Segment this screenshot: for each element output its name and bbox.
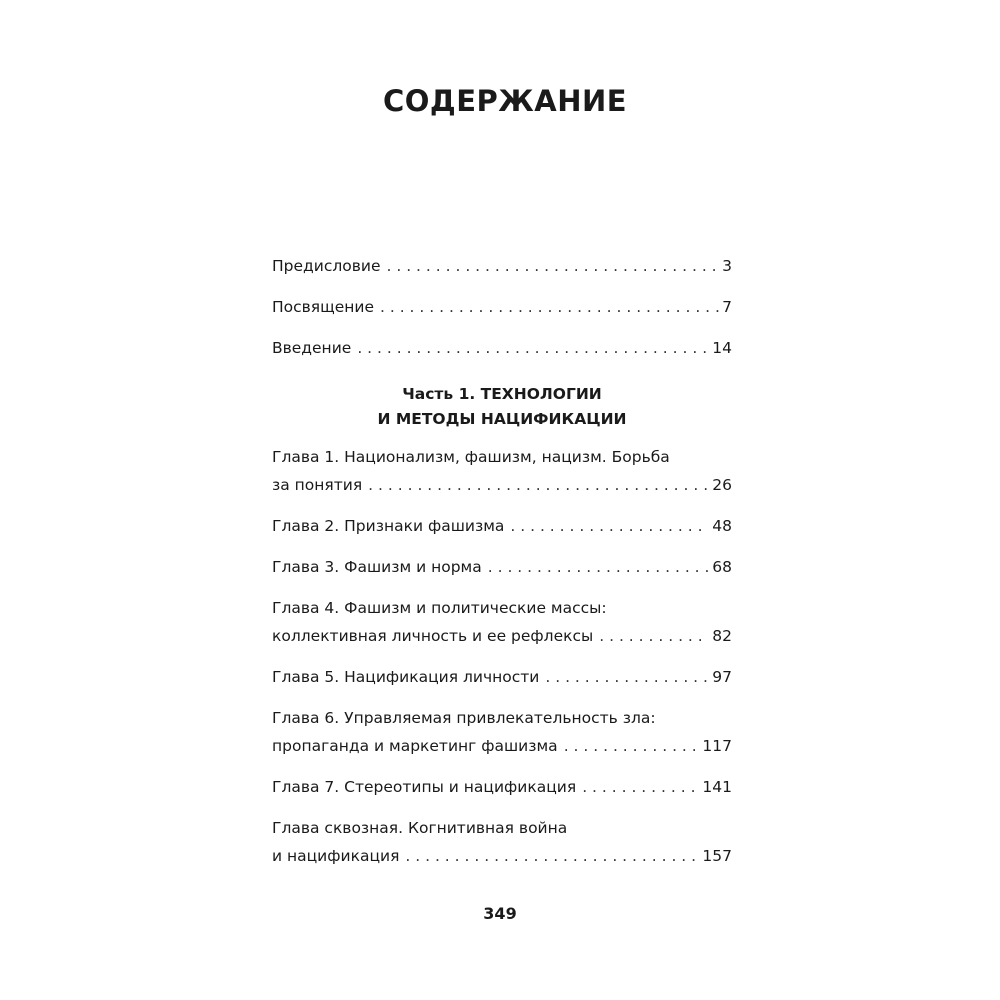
dot-leader [582, 773, 699, 801]
dot-leader [564, 732, 700, 760]
toc-entry-row [272, 732, 732, 760]
toc-entry [272, 293, 732, 321]
part-heading-line-2: И МЕТОДЫ НАЦИФИКАЦИИ [377, 410, 627, 428]
toc-entry [272, 594, 732, 650]
part-heading [272, 382, 732, 432]
toc-entry-title-line-1: Глава 4. Фашизм и политические массы: [272, 599, 607, 617]
toc-entry [272, 334, 732, 362]
toc-entry-row [272, 471, 732, 499]
toc-entry-title-line-1: Глава 1. Национализм, фашизм, нацизм. Борьба [272, 448, 670, 466]
toc-entry-page: 117 [702, 737, 732, 755]
dot-leader [380, 293, 719, 321]
toc-entry-row [272, 622, 732, 650]
dot-leader [599, 622, 709, 650]
toc-entry [272, 443, 732, 499]
dot-leader [386, 252, 719, 280]
toc-entry-title: Посвящение [272, 298, 374, 316]
toc-entry-row [272, 773, 732, 801]
toc-entry-title: пропаганда и маркетинг фашизма [272, 737, 558, 755]
toc-entry-page: 3 [722, 257, 732, 275]
toc-entry-row [272, 252, 732, 280]
toc-entry-title-line-1: Глава 6. Управляемая привлекательность зла: [272, 709, 656, 727]
dot-leader [368, 471, 709, 499]
chapter-list [272, 443, 732, 870]
toc-entry-page: 26 [712, 476, 732, 494]
toc-entry-row [272, 512, 732, 540]
toc-entry-title: Глава 3. Фашизм и норма [272, 558, 482, 576]
toc-entry [272, 553, 732, 581]
dot-leader [405, 842, 699, 870]
toc-entry-title: коллективная личность и ее рефлексы [272, 627, 594, 645]
toc-entry-row [272, 334, 732, 362]
toc-entry-title: Введение [272, 339, 352, 357]
toc-entry [272, 512, 732, 540]
dot-leader [488, 553, 710, 581]
front-matter-list [272, 252, 732, 362]
toc-entry-title: Глава 7. Стереотипы и нацификация [272, 778, 577, 796]
toc-entry-row [272, 842, 732, 870]
page-title: СОДЕРЖАНИЕ [382, 84, 628, 118]
toc-entry [272, 704, 732, 760]
dot-leader [357, 334, 709, 362]
toc-entry-row [272, 293, 732, 321]
toc-entry-page: 97 [712, 668, 732, 686]
toc-entry-row [272, 663, 732, 691]
toc-entry-title: за понятия [272, 476, 363, 494]
dot-leader [510, 512, 709, 540]
toc-entry-page: 157 [702, 847, 732, 865]
part-heading-line-1: Часть 1. ТЕХНОЛОГИИ [402, 385, 602, 403]
toc-entry-page: 82 [712, 627, 732, 645]
toc-entry-title-line-1: Глава сквозная. Когнитивная война [272, 819, 568, 837]
toc-entry-title: Глава 2. Признаки фашизма [272, 517, 505, 535]
dot-leader [545, 663, 709, 691]
toc-entry-title: Предисловие [272, 257, 381, 275]
toc-entry-row [272, 553, 732, 581]
table-of-contents [272, 252, 732, 883]
toc-entry-page: 141 [702, 778, 732, 796]
toc-entry-page: 7 [722, 298, 732, 316]
toc-entry [272, 773, 732, 801]
page-number: 349 [483, 904, 517, 923]
toc-entry [272, 814, 732, 870]
toc-entry-page: 48 [712, 517, 732, 535]
toc-entry [272, 663, 732, 691]
toc-entry-title: и нацификация [272, 847, 400, 865]
toc-entry-page: 14 [712, 339, 732, 357]
toc-entry-title: Глава 5. Нацификация личности [272, 668, 540, 686]
toc-entry-page: 68 [712, 558, 732, 576]
toc-entry [272, 252, 732, 280]
